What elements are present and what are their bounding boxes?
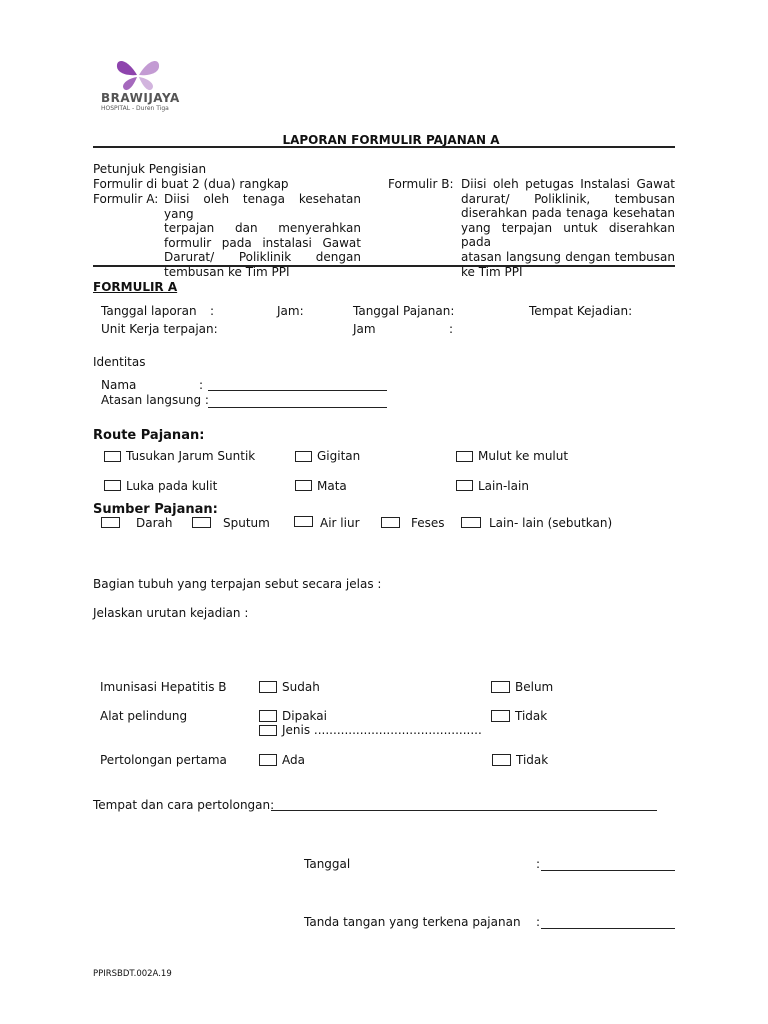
tanggal-colon: : [536, 857, 541, 871]
air-liur-checkbox[interactable] [294, 516, 313, 527]
route-heading: Route Pajanan: [93, 428, 205, 443]
mulut-label: Mulut ke mulut [478, 449, 569, 463]
footer-code: PPIRSBDT.002A.19 [93, 969, 172, 979]
pertolongan-label: Pertolongan pertama [100, 753, 227, 767]
tanggal-pajanan-label: Tanggal Pajanan: [353, 304, 455, 318]
alat-dipakai-checkbox[interactable] [259, 710, 277, 722]
divider-bottom [93, 265, 675, 267]
luka-checkbox[interactable] [104, 480, 121, 491]
alat-jenis-label: Jenis ............................................ [282, 723, 482, 737]
mulut-checkbox[interactable] [456, 451, 473, 462]
tanggal-laporan-label: Tanggal laporan [101, 304, 197, 318]
mata-label: Mata [317, 479, 347, 493]
nama-label: Nama [101, 378, 137, 392]
jam-label: Jam: [277, 304, 304, 318]
formulir-b-line: yang terpajan untuk diserahkan pada [461, 220, 675, 250]
tempat-cara-label: Tempat dan cara pertolongan: [93, 798, 275, 812]
pertolongan-tidak-label: Tidak [516, 753, 549, 767]
imunisasi-sudah-label: Sudah [282, 680, 320, 694]
alat-tidak-label: Tidak [515, 709, 548, 723]
darah-label: Darah [136, 516, 173, 530]
instructions-copies: Formulir di buat 2 (dua) rangkap [93, 177, 289, 191]
tempat-cara-field[interactable] [271, 798, 657, 811]
formulir-b-text [461, 177, 675, 279]
alat-label: Alat pelindung [100, 709, 188, 723]
hospital-logo [93, 54, 183, 116]
darah-checkbox[interactable] [101, 517, 120, 528]
butterfly-logo-icon [93, 54, 183, 94]
divider-top [93, 146, 675, 148]
imunisasi-belum-label: Belum [515, 680, 554, 694]
page-title: LAPORAN FORMULIR PAJANAN A [282, 133, 500, 147]
jam-label-2: Jam [353, 322, 376, 336]
formulir-a-line: Diisi oleh tenaga kesehatan yang [164, 192, 361, 221]
formulir-b-label: Formulir B: [388, 177, 454, 191]
feses-label: Feses [411, 516, 445, 530]
nama-colon: : [199, 378, 204, 392]
jam-colon-2: : [449, 322, 454, 336]
unit-kerja-label: Unit Kerja terpajan: [101, 322, 218, 336]
tanggal-label: Tanggal [304, 857, 351, 871]
imunisasi-belum-checkbox[interactable] [491, 681, 510, 693]
tusukan-label: Tusukan Jarum Suntik [126, 449, 256, 463]
pertolongan-ada-checkbox[interactable] [259, 754, 277, 766]
lain-route-checkbox[interactable] [456, 480, 473, 491]
formulir-b-line: Diisi oleh petugas Instalasi Gawat [461, 177, 675, 191]
atasan-label: Atasan langsung : [101, 393, 209, 407]
gigitan-label: Gigitan [317, 449, 361, 463]
urutan-kejadian-label: Jelaskan urutan kejadian : [93, 606, 249, 620]
identitas-heading: Identitas [93, 355, 146, 369]
air-liur-label: Air liur [320, 516, 360, 530]
lain-sumber-label: Lain- lain (sebutkan) [489, 516, 613, 530]
formulir-b-line: ke Tim PPI [461, 264, 523, 279]
alat-tidak-checkbox[interactable] [491, 710, 510, 722]
tusukan-checkbox[interactable] [104, 451, 121, 462]
sputum-checkbox[interactable] [192, 517, 211, 528]
logo-sub: HOSPITAL - Duren Tiga [101, 105, 169, 112]
sumber-heading: Sumber Pajanan: [93, 502, 218, 517]
bagian-tubuh-label: Bagian tubuh yang terpajan sebut secara jelas : [93, 577, 382, 591]
mata-checkbox[interactable] [295, 480, 312, 491]
alat-dipakai-label: Dipakai [282, 709, 327, 723]
formulir-a-line: Darurat/ Poliklinik dengan [164, 250, 361, 265]
formulir-b-line: darurat/ Poliklinik, tembusan [461, 191, 675, 206]
formulir-a-line: tembusan ke Tim PPI [164, 264, 290, 279]
luka-label: Luka pada kulit [126, 479, 218, 493]
tanggal-laporan-colon: : [210, 304, 215, 318]
tanda-tangan-label: Tanda tangan yang terkena pajanan [304, 915, 521, 929]
feses-checkbox[interactable] [381, 517, 400, 528]
tempat-kejadian-label: Tempat Kejadian: [529, 304, 633, 318]
formulir-a-label: Formulir A: [93, 192, 159, 206]
tanda-tangan-field[interactable] [541, 916, 675, 929]
imunisasi-label: Imunisasi Hepatitis B [100, 680, 227, 694]
formulir-b-line: atasan langsung dengan tembusan [461, 249, 675, 264]
logo-name: BRAWIJAYA [101, 91, 180, 105]
pertolongan-ada-label: Ada [282, 753, 305, 767]
lain-route-label: Lain-lain [478, 479, 529, 493]
nama-field[interactable] [208, 378, 387, 391]
formulir-b-line: diserahkan pada tenaga kesehatan [461, 206, 675, 221]
pertolongan-tidak-checkbox[interactable] [492, 754, 511, 766]
alat-jenis-checkbox[interactable] [259, 725, 277, 736]
imunisasi-sudah-checkbox[interactable] [259, 681, 277, 693]
sputum-label: Sputum [223, 516, 270, 530]
formulir-a-line: terpajan dan menyerahkan [164, 221, 361, 236]
section-title: FORMULIR A [93, 280, 178, 294]
formulir-a-line: formulir pada instalasi Gawat [164, 235, 361, 250]
atasan-field[interactable] [208, 395, 387, 408]
tanda-tangan-colon: : [536, 915, 541, 929]
lain-sumber-checkbox[interactable] [461, 517, 481, 528]
gigitan-checkbox[interactable] [295, 451, 312, 462]
instructions-heading: Petunjuk Pengisian [93, 162, 207, 176]
tanggal-field[interactable] [541, 858, 675, 871]
